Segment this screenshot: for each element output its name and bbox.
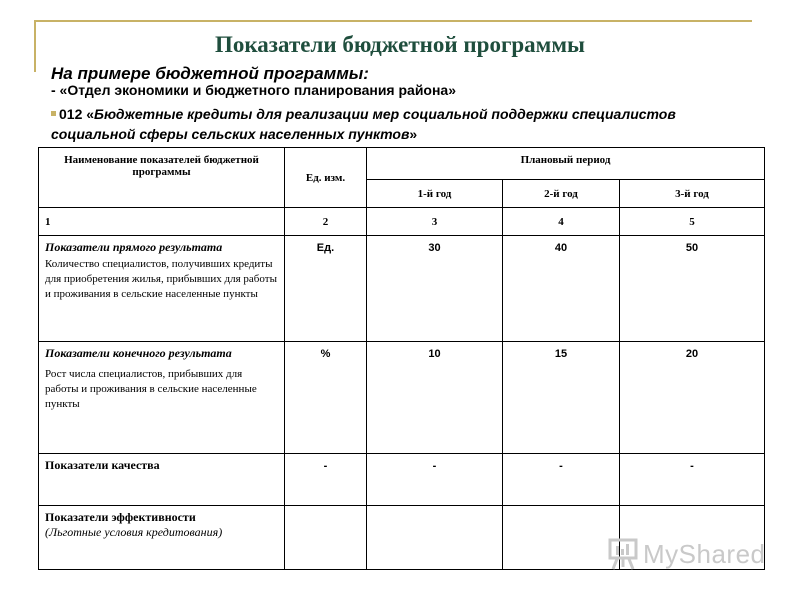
- col-number-1: 1: [39, 208, 285, 236]
- presentation-board-icon: [607, 537, 639, 571]
- watermark-text: MyShared: [643, 539, 766, 569]
- col-number-2: 2: [285, 208, 367, 236]
- program-close: »: [409, 126, 418, 142]
- indicator-description: Количество специалистов, получивших кредиты для приобретения жилья, прибывших для работы и проживания в сельские населенные пункты: [45, 258, 277, 300]
- program-code: 012 «: [59, 106, 95, 122]
- slide-title: Показатели бюджетной программы: [215, 32, 585, 57]
- table-row: [39, 342, 765, 454]
- year2-value: -: [503, 454, 620, 506]
- watermark: [607, 537, 767, 577]
- header-year1: 1-й год: [367, 180, 503, 208]
- year2-value: 40: [503, 236, 620, 342]
- bullet-icon: [51, 111, 56, 116]
- column-number-row: [39, 208, 765, 236]
- col-number-4: 4: [503, 208, 620, 236]
- header-name: Наименование показателей бюджетной программы: [39, 148, 285, 208]
- unit-value: Ед.: [285, 236, 367, 342]
- year3-value: 50: [620, 236, 765, 342]
- year1-value: 30: [367, 236, 503, 342]
- indicator-title: Показатели конечного результата: [45, 346, 232, 360]
- year1-value: [367, 506, 503, 570]
- table-header-row: [39, 148, 765, 180]
- table-row: [39, 454, 765, 506]
- year1-value: -: [367, 454, 503, 506]
- program-name: Бюджетные кредиты для реализации мер социальной поддержки специалистов социальной сферы сельских населенных пунктов: [51, 106, 676, 142]
- indicators-table: [38, 147, 765, 570]
- table-row: [39, 236, 765, 342]
- col-number-3: 3: [367, 208, 503, 236]
- indicator-cell: [39, 236, 285, 342]
- unit-value: [285, 506, 367, 570]
- unit-value: -: [285, 454, 367, 506]
- indicator-cell: [39, 454, 285, 506]
- year1-value: 10: [367, 342, 503, 454]
- indicator-cell: [39, 506, 285, 570]
- header-year2: 2-й год: [503, 180, 620, 208]
- header-year3: 3-й год: [620, 180, 765, 208]
- decorative-top-line: [34, 20, 752, 22]
- unit-value: %: [285, 342, 367, 454]
- year3-value: 20: [620, 342, 765, 454]
- col-number-5: 5: [620, 208, 765, 236]
- indicator-title: Показатели качества: [45, 458, 160, 472]
- year2-value: [503, 506, 620, 570]
- indicator-title: Показатели эффективности: [45, 510, 196, 524]
- subtitle-line2: - «Отдел экономики и бюджетного планирования района»: [51, 82, 457, 98]
- header-unit: Ед. изм.: [285, 148, 367, 208]
- indicator-cell: [39, 342, 285, 454]
- indicator-subtitle: (Льготные условия кредитования): [45, 525, 223, 539]
- year2-value: 15: [503, 342, 620, 454]
- subtitle-line1: На примере бюджетной программы:: [51, 64, 369, 83]
- year3-value: -: [620, 454, 765, 506]
- indicator-title: Показатели прямого результата: [45, 240, 223, 254]
- program-description: [51, 104, 761, 144]
- header-period: Плановый период: [367, 148, 765, 180]
- indicator-description: Рост числа специалистов, прибывших для работы и проживания в сельские населенные пункты: [45, 368, 257, 410]
